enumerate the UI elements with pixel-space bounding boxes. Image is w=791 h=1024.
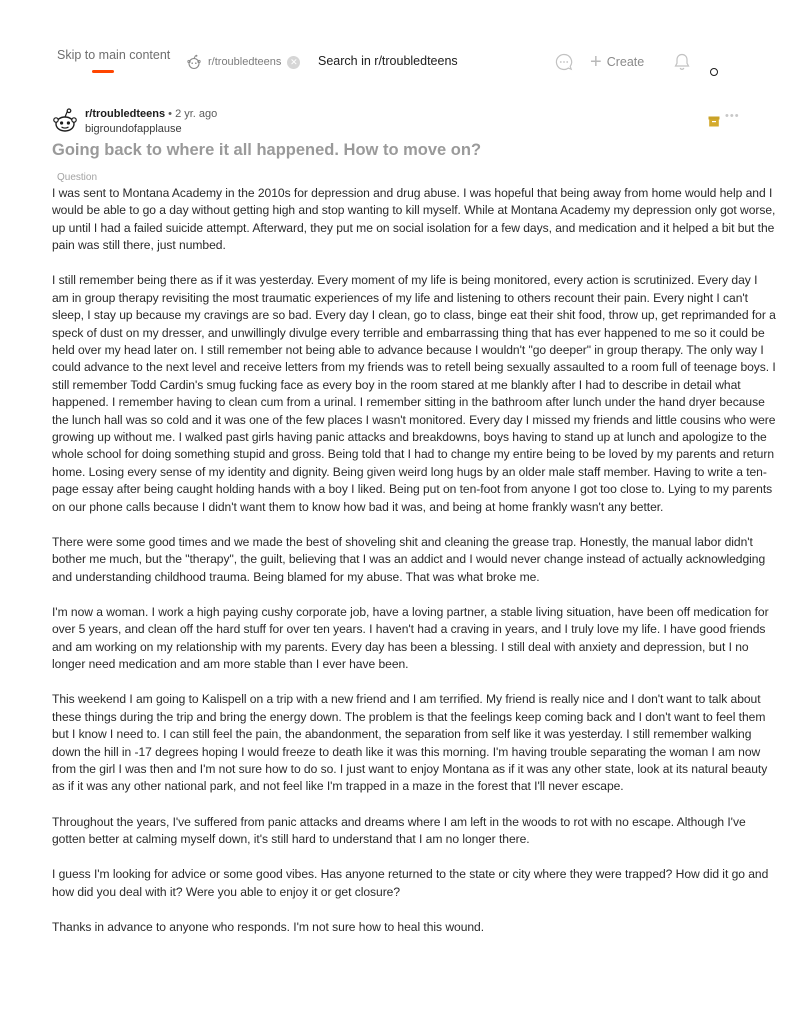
post-paragraph: I was sent to Montana Academy in the 2010s for depression and drug abuse. I was hopeful that being away from home would help and I would be able to go a day without getting high and stop wanting to kill myself. While at Montana Academy my depression only got worse, up until I had a failed suicide attempt. Afterward, they put me on social isolation for a few days, and medication and it helped a bit but the pain was still there, just numbed. bbox=[52, 186, 776, 253]
post-header bbox=[52, 107, 752, 137]
post-title: Going back to where it all happened. How to move on? bbox=[52, 141, 482, 159]
skip-to-main-content-link[interactable]: Skip to main content bbox=[57, 48, 171, 62]
post-author[interactable]: bigroundofapplause bbox=[85, 123, 182, 135]
post-flair[interactable]: Question bbox=[57, 172, 98, 183]
search-community-chip[interactable] bbox=[186, 53, 300, 71]
profile-icon[interactable] bbox=[710, 68, 718, 76]
skip-link-focus-underline bbox=[92, 70, 114, 73]
top-bar bbox=[0, 0, 791, 100]
post-timestamp: 2 yr. ago bbox=[175, 108, 218, 120]
post-paragraph: I guess I'm looking for advice or some good vibes. Has anyone returned to the state or city where they were trapped? How did it go and how did you deal with it? Were you able to enjoy it or get closure? bbox=[52, 867, 769, 899]
reddit-snoo-icon bbox=[186, 54, 202, 70]
search-community-chip-label: r/troubledteens bbox=[208, 56, 282, 68]
reddit-snoo-icon[interactable] bbox=[52, 107, 78, 135]
archive-icon bbox=[708, 114, 720, 125]
post-paragraph: I'm now a woman. I work a high paying cushy corporate job, have a loving partner, a stable living situation, have been off medication for over 5 years, and clean off the hard stuff for over ten years. I haven't had a craving in years, and I truly love my life. I have good friends and am working on my relationship with my parents. Every day has been a blessing. I still deal with anxiety and depression, but I no longer need medication and am more stable than I ever have been. bbox=[52, 604, 769, 672]
plus-icon: + bbox=[590, 51, 602, 73]
post-paragraph: There were some good times and we made the best of shoveling shit and cleaning the grease trap. Honestly, the manual labor didn't bother me much, but the "therapy", the guilt, believing that I was an addict and I would never change instead of actually acknowledging and understanding childhood trauma. Being blamed for my abuse. That was what broke me. bbox=[52, 534, 766, 584]
create-button-label: Create bbox=[606, 55, 645, 69]
clear-circle-icon[interactable]: ✕ bbox=[287, 56, 300, 69]
bell-icon[interactable] bbox=[673, 52, 691, 72]
subreddit-link[interactable]: r/troubledteens bbox=[85, 108, 166, 120]
chat-icon[interactable] bbox=[554, 52, 574, 72]
more-horizontal-icon[interactable]: ••• bbox=[725, 110, 740, 122]
post-paragraph: This weekend I am going to Kalispell on a trip with a new friend and I am terrified. My friend is really nice and I don't want to talk about these things during the trip and bring the energy down. The problem is that the feelings keep coming back and I don't want to feel them but I know I need to. I can still feel the pain, the abandonment, the separation from self like it was yesterday. I still remember walking down the hill in -17 degrees hoping I would freeze to death like it was this morning. I'm having trouble separating the woman I am now from the girl I was then and I'm not sure how to do so. I just want to enjoy Montana as if it was any other state, look at its natural beauty as if it was any other national park, and not feel like I'm trapped in a maze in the forest that I'll never escape. bbox=[52, 692, 768, 794]
post-meta bbox=[85, 108, 217, 120]
post-paragraph: Throughout the years, I've suffered from panic attacks and dreams where I am left in the woods to rot with no escape. Although I've gotten better at calming myself down, it's still hard to understand that I am no longer there. bbox=[52, 814, 746, 846]
post-paragraph: I still remember being there as if it was yesterday. Every moment of my life is being monitored, every action is scrutinized. Every day I am in group therapy revisiting the most traumatic experiences of my life and listening to others recount their pain. Every night I can't sleep, I stay up because my cravings are so bad. Every day I clean, go to class, binge eat their shit food, throw up, get reprimanded for a speck of dust on my dresser, and unwillingly divulge every terrible and embarrassing thing that has ever happened to me so it could be held over my head later on. I still remember not being able to advance because I wouldn't "go deeper" in group therapy. The only way I could advance to the next level and receive letters from my friends was to retell being sexually assaulted to a room full of teenage boys. I still remember Todd Cardin's smug fucking face as every boy in the room stared at me blankly after I had to describe in detail what happened. I remember having to clean cum from a urinal. I remember sitting in the bathroom after lunch under the hand dryer because the lunch hall was so cold and it was one of the few places I wasn't monitored. Every day I missed my friends and little cousins who were growing up without me. I walked past girls having panic attacks and breakdowns, boys having to stand up at lunch and apologize to the whole school for doing something stupid and gross. Being told that I had to change my entire being to be loved by my parents and return home. Losing every sense of my identity and dignity. Being given weird long hugs by an older male staff member. Having to write a ten-page essay after being caught holding hands with a boy I liked. Being put on ten-foot from anyone I got too close to. Lying to my parents on our phone calls because I didn't want them to know how bad it was, and being at home frankly wasn't any better. bbox=[52, 273, 776, 514]
post-body bbox=[52, 185, 777, 954]
create-button[interactable] bbox=[590, 51, 644, 73]
meta-separator: • bbox=[168, 108, 172, 120]
post-paragraph: Thanks in advance to anyone who responds. I'm not sure how to heal this wound. bbox=[52, 919, 485, 934]
search-input[interactable]: Search in r/troubledteens bbox=[318, 54, 458, 68]
